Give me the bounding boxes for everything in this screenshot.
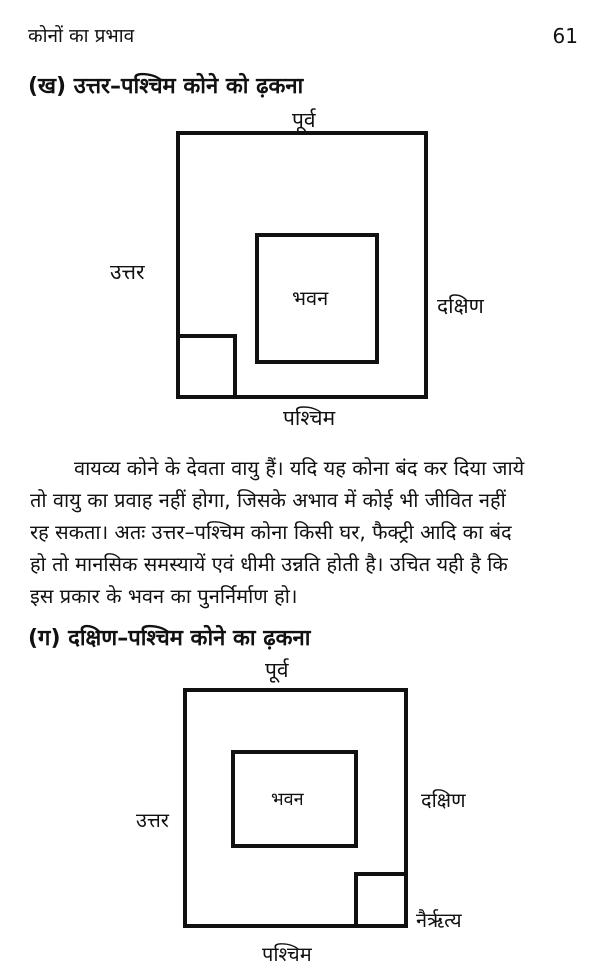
paragraph-line: हो तो मानसिक समस्यायें एवं धीमी उन्नति होती है। उचित यही है कि: [30, 552, 508, 576]
body-paragraph: [30, 452, 578, 612]
paragraph-line: तो वायु का प्रवाह नहीं होगा, जिसके अभाव में कोई भी जीवित नहीं: [30, 488, 506, 512]
diagram-1-building-label: भवन: [292, 286, 329, 310]
diagram-2-bottom-label-west: पश्चिम: [262, 942, 312, 966]
paragraph-line: वायव्य कोने के देवता वायु हैं। यदि यह कोना बंद कर दिया जाये: [74, 456, 525, 480]
diagram-2-corner-label-southwest: नैर्ऋत्य: [416, 908, 462, 932]
diagram-1-covered-corner: [176, 334, 237, 399]
paragraph-line: रह सकता। अतः उत्तर–पश्चिम कोना किसी घर, फैक्ट्री आदि का बंद: [30, 520, 512, 544]
diagram-2-covered-corner: [354, 872, 408, 928]
running-title: कोनों का प्रभाव: [28, 25, 135, 47]
diagram-1-top-label-east: पूर्व: [292, 108, 316, 132]
diagram-1-right-label-south: दक्षिण: [437, 294, 484, 318]
paragraph-line: इस प्रकार के भवन का पुनर्निर्माण हो।: [30, 584, 298, 608]
diagram-2-left-label-north: उत्तर: [136, 808, 169, 832]
diagram-1-bottom-label-west: पश्चिम: [283, 406, 336, 430]
diagram-2-top-label-east: पूर्व: [265, 658, 289, 682]
diagram-2-right-label-south: दक्षिण: [421, 788, 466, 812]
section-heading-kha: (ख) उत्तर–पश्चिम कोने को ढ़कना: [28, 74, 304, 99]
page-number: 61: [552, 24, 578, 48]
diagram-1-left-label-north: उत्तर: [110, 260, 145, 284]
diagram-2-building-label: भवन: [271, 789, 304, 810]
section-heading-ga: (ग) दक्षिण–पश्चिम कोने का ढ़कना: [28, 626, 311, 651]
